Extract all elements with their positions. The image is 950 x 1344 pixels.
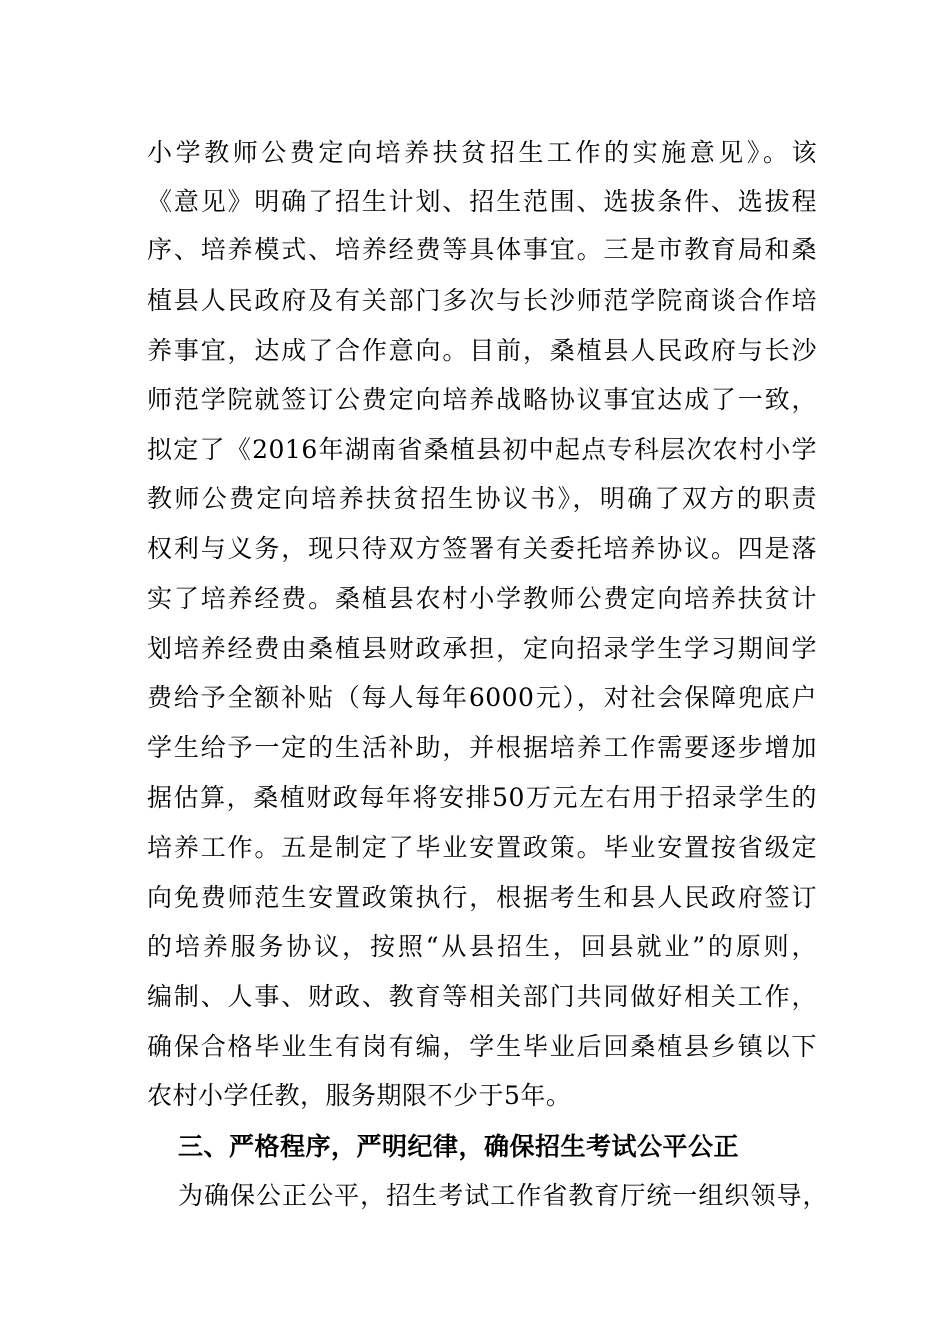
text-line: 拟定了《2016年湖南省桑植县初中起点专科层次农村小学 <box>147 435 817 464</box>
paragraph-first-line: 为确保公正公平，招生考试工作省教育厅统一组织领导， <box>178 1181 828 1210</box>
text-line: 权利与义务，现只待双方签署有关委托培养协议。四是落 <box>147 534 817 563</box>
text-line: 培养工作。五是制定了毕业安置政策。毕业安置按省级定 <box>147 833 817 862</box>
text-line: 小学教师公费定向培养扶贫招生工作的实施意见》。该 <box>147 138 817 167</box>
text-line: 划培养经费由桑植县财政承担，定向招录学生学习期间学 <box>147 634 817 663</box>
section-heading: 三、严格程序，严明纪律，确保招生考试公平公正 <box>178 1132 740 1161</box>
text-line: 《意见》明确了招生计划、招生范围、选拔条件、选拔程 <box>147 187 817 216</box>
text-line: 实了培养经费。桑植县农村小学教师公费定向培养扶贫计 <box>147 584 817 613</box>
text-line: 植县人民政府及有关部门多次与长沙师范学院商谈合作培 <box>147 286 817 315</box>
text-line: 师范学院就签订公费定向培养战略协议事宜达成了一致， <box>147 385 817 414</box>
text-line: 编制、人事、财政、教育等相关部门共同做好相关工作， <box>147 982 817 1011</box>
text-line: 养事宜，达成了合作意向。目前，桑植县人民政府与长沙 <box>147 336 817 365</box>
text-line: 教师公费定向培养扶贫招生协议书》，明确了双方的职责 <box>147 484 817 513</box>
text-line: 农村小学任教，服务期限不少于5年。 <box>147 1081 572 1110</box>
text-line: 的培养服务协议，按照“从县招生，回县就业”的原则， <box>147 932 817 961</box>
text-line: 学生给予一定的生活补助，并根据培养工作需要逐步增加 <box>147 733 817 762</box>
text-line: 序、培养模式、培养经费等具体事宜。三是市教育局和桑 <box>147 235 817 264</box>
text-line: 确保合格毕业生有岗有编，学生毕业后回桑植县乡镇以下 <box>147 1032 817 1061</box>
text-line: 向免费师范生安置政策执行，根据考生和县人民政府签订 <box>147 883 817 912</box>
text-line: 据估算，桑植财政每年将安排50万元左右用于招录学生的 <box>147 783 817 812</box>
text-line: 费给予全额补贴（每人每年6000元），对社会保障兜底户 <box>147 683 817 712</box>
